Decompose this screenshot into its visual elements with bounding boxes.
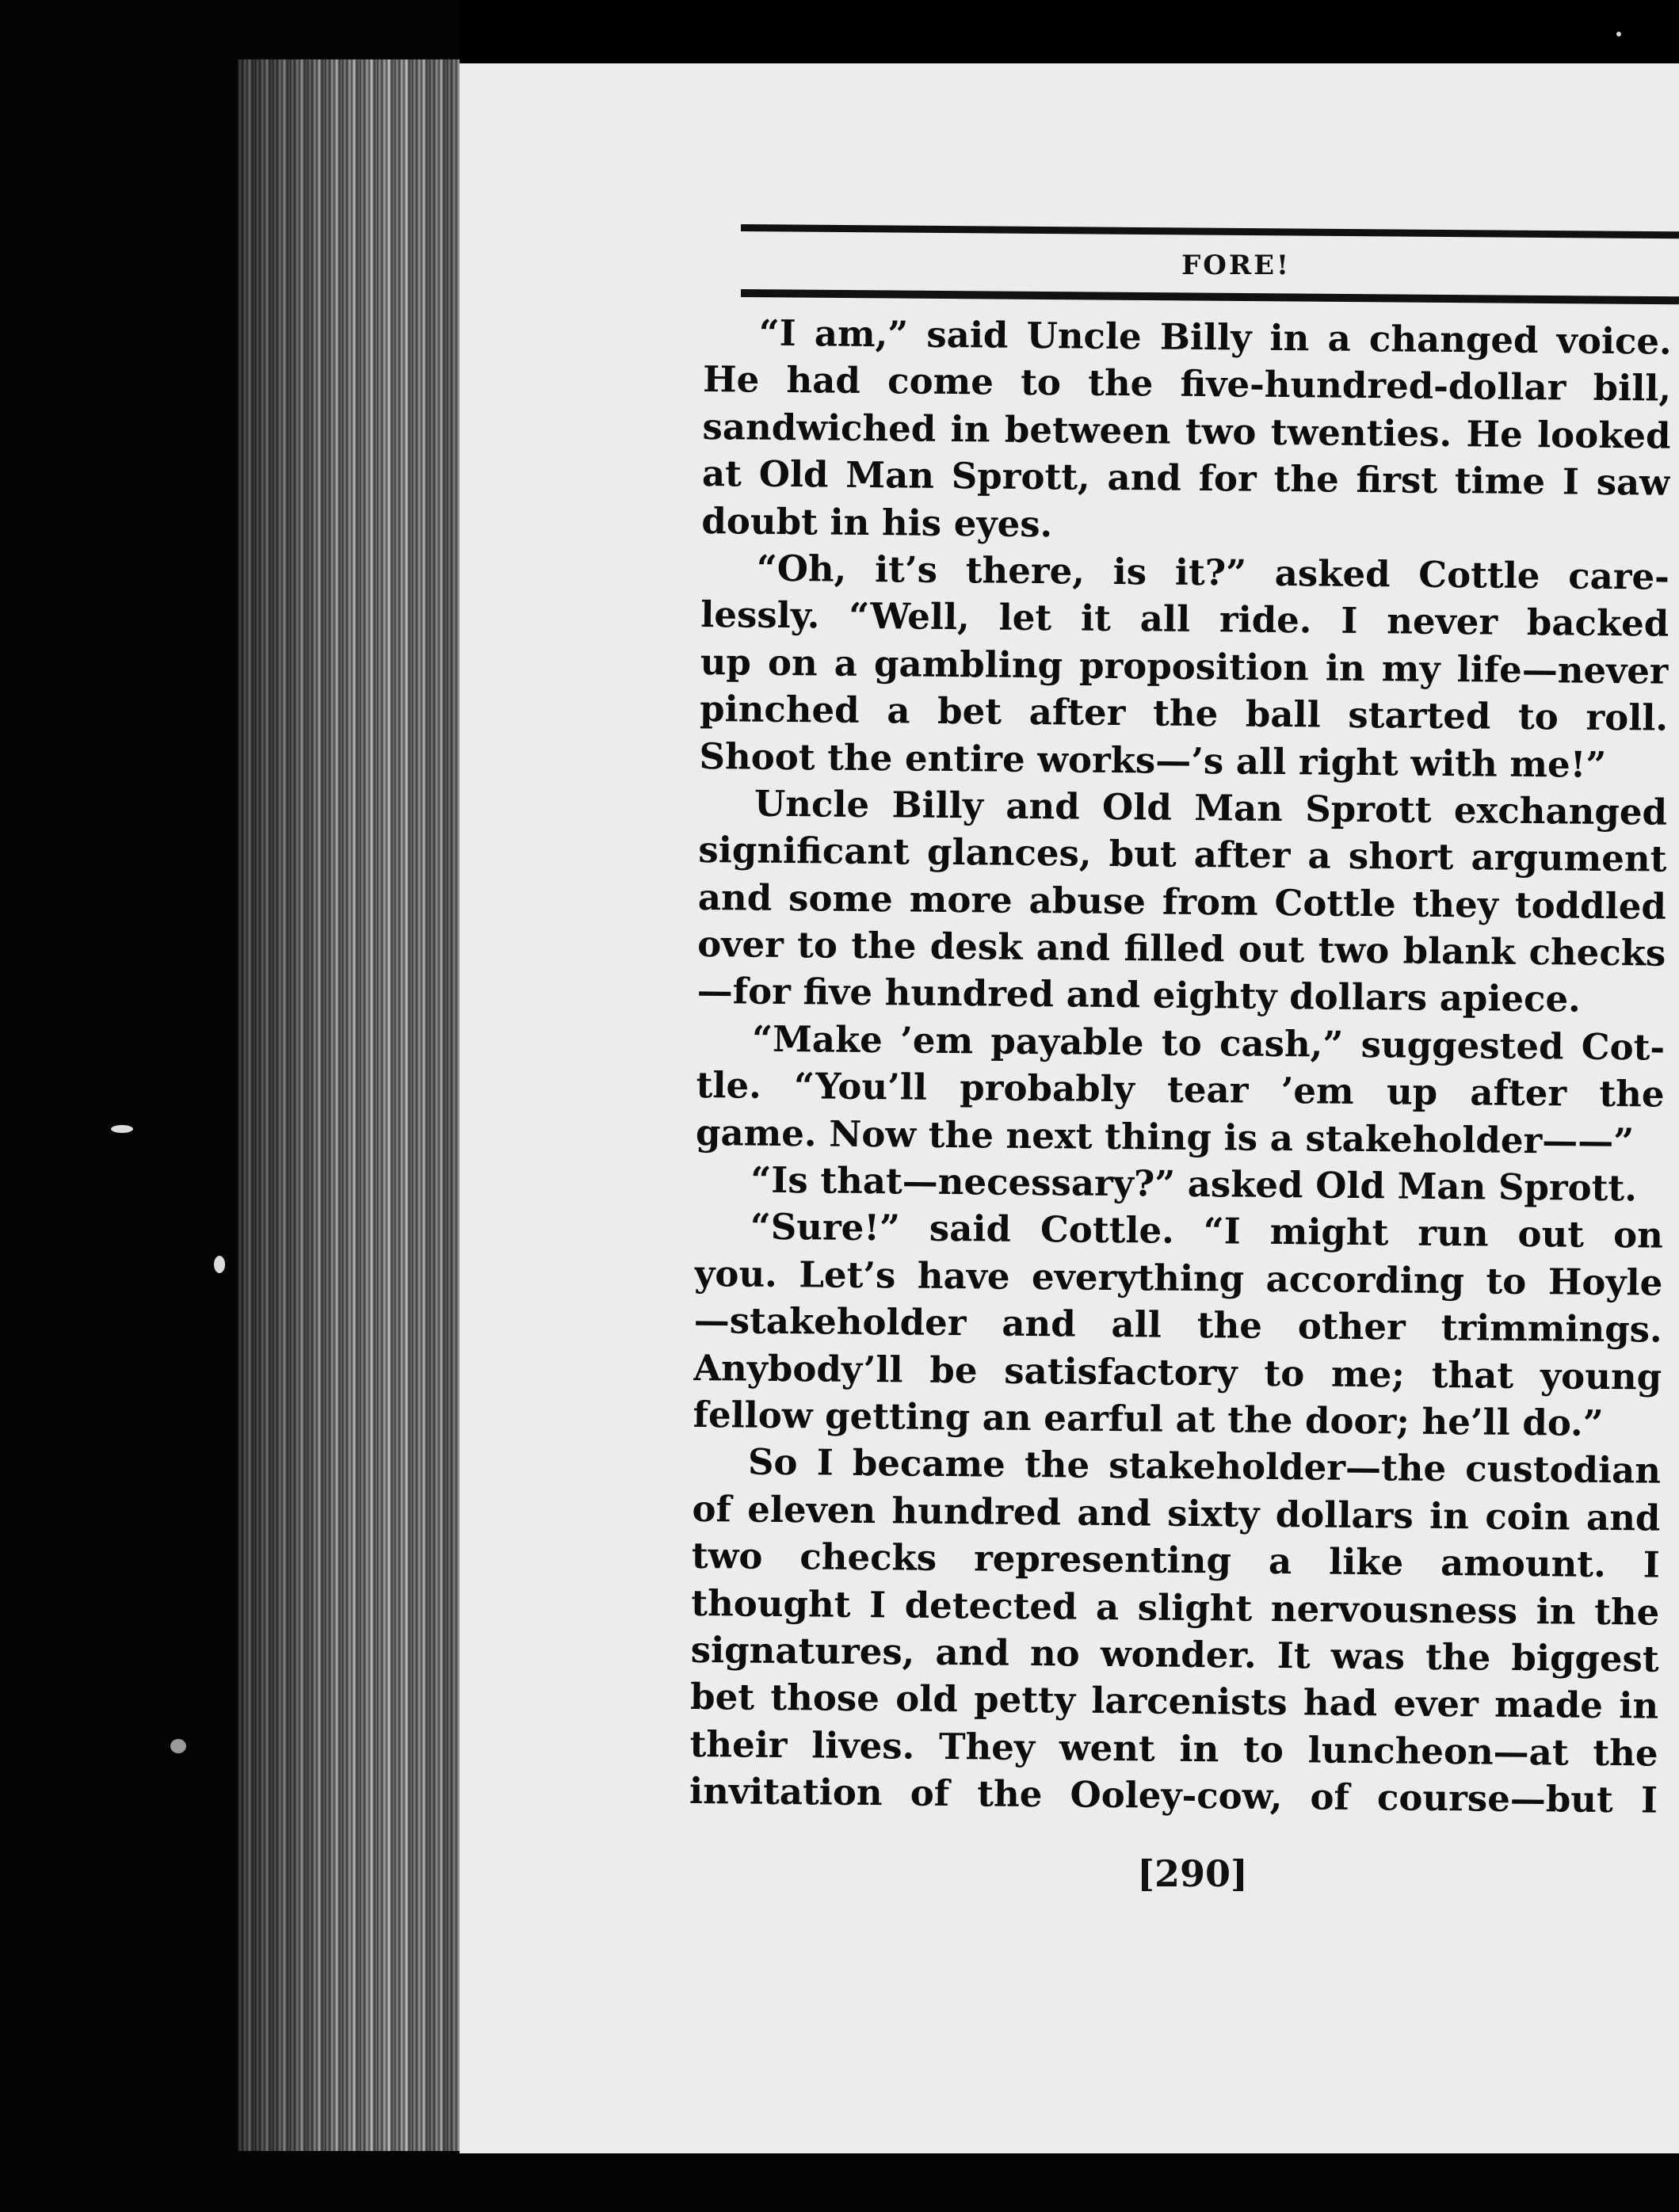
text-line: significant glances, but after a short argument	[698, 829, 1667, 880]
text-line: So I became the stakeholder—the custodian	[747, 1440, 1662, 1493]
margin-speck	[170, 1739, 186, 1753]
text-line: at Old Man Sprott, and for the first time I saw	[701, 452, 1671, 504]
text-line: thought I detected a slight nervousness in the	[691, 1581, 1660, 1634]
text-line: their lives. They went in to luncheon—at the	[689, 1722, 1658, 1775]
text-line: Anybody’ll be satisfactory to me; that young	[693, 1346, 1662, 1398]
text-line: fellow getting an earful at the door; he’ll do.”	[693, 1393, 1604, 1444]
top-dark-margin	[460, 0, 1679, 63]
body-text	[689, 309, 1672, 1824]
text-line: of eleven hundred and sixty dollars in coin and	[692, 1487, 1661, 1539]
text-line: pinched a bet after the ball started to roll.	[699, 688, 1669, 739]
margin-speck	[1616, 32, 1621, 36]
text-line: “Make ’em payable to cash,” suggested Cot-	[751, 1017, 1666, 1069]
text-line: Uncle Billy and Old Man Sprott exchanged	[754, 782, 1668, 833]
text-line: —for five hundred and eighty dollars apiece.	[696, 970, 1582, 1021]
text-line: and some more abuse from Cottle they toddled	[697, 875, 1667, 928]
text-line: He had come to the five-hundred-dollar bill,	[702, 358, 1672, 410]
page-number: [290]	[1137, 1852, 1248, 1895]
text-line: over to the desk and filled out two blank checks	[697, 923, 1666, 974]
margin-speck	[111, 1125, 133, 1133]
text-line: —stakeholder and all the other trimmings.	[693, 1299, 1662, 1351]
text-line: lessly. “Well, let it all ride. I never backed	[700, 593, 1669, 646]
text-line: you. Let’s have everything according to Hoyle	[694, 1252, 1663, 1304]
text-line: game. Now the next thing is a stakeholder——”	[695, 1111, 1635, 1162]
text-line: signatures, and no wonder. It was the biggest	[690, 1628, 1659, 1680]
margin-speck	[214, 1256, 225, 1273]
text-line: “I am,” said Uncle Billy in a changed voice.	[758, 311, 1672, 363]
text-line: “Oh, it’s there, is it?” asked Cottle care-	[756, 547, 1670, 598]
page-edges-shading	[238, 59, 467, 2151]
text-line: Shoot the entire works—’s all right with me!”	[699, 734, 1607, 786]
running-head: FORE!	[1181, 250, 1291, 281]
text-line: up on a gambling proposition in my life—never	[700, 640, 1669, 692]
text-line: sandwiched in between two twenties. He looked	[702, 405, 1671, 457]
text-line: “Is that—necessary?” asked Old Man Sprott.	[750, 1158, 1638, 1210]
text-line: two checks representing a like amount. I	[691, 1535, 1661, 1586]
text-line: doubt in his eyes.	[701, 499, 1053, 545]
text-line: tle. “You’ll probably tear ’em up after the	[696, 1064, 1665, 1116]
text-line: “Sure!” said Cottle. “I might run out on	[750, 1206, 1664, 1257]
text-line: bet those old petty larcenists had ever made in	[689, 1676, 1659, 1727]
text-line: invitation of the Ooley-cow, of course—but I	[689, 1770, 1658, 1821]
